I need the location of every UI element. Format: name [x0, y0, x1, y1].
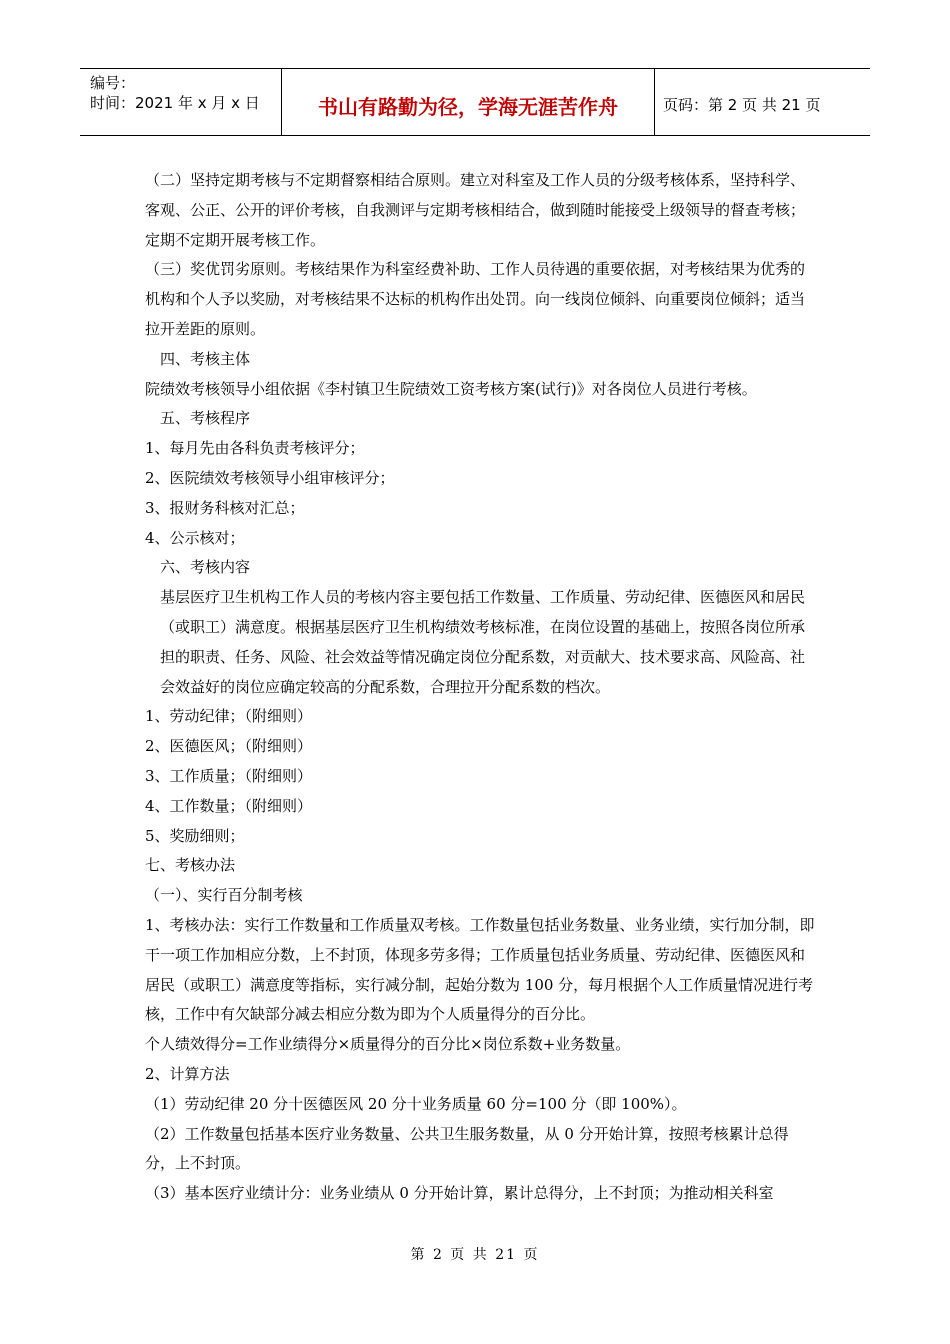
paragraph-method-1: 1、考核办法：实行工作数量和工作质量双考核。工作数量包括业务数量、业务业绩，实行加分制，即干一项工作加相应分数，上不封顶，体现多劳多得；工作质量包括业务质量、劳动纪律、医德医风和居民（或职工）满意度等指标，实行减分制，起始分数为 100 分，每月根据个人工作质量情况进行考核，工作中有欠缺部分减去相应分数为即为个人质量得分的百分比。 [145, 915, 815, 1024]
paragraph-assessment-content: 基层医疗卫生机构工作人员的考核内容主要包括工作数量、工作质量、劳动纪律、医德医风和居民（或职工）满意度。根据基层医疗卫生机构绩效考核标准，在岗位设置的基础上，按照各岗位所承担的职责、任务、风险、社会效益等情况确定岗位分配系数，对贡献大、技术要求高、风险高、社会效益好的岗位应确定较高的分配系数，合理拉开分配系数的档次。 [160, 588, 806, 696]
section-heading-4: 四、考核主体 [160, 349, 251, 368]
page-header [80, 68, 870, 136]
list-item-content-1: 1、劳动纪律；（附细则） [145, 707, 313, 726]
list-item-procedure-1: 1、每月先由各科负责考核评分； [145, 439, 365, 458]
document-body [145, 166, 817, 1209]
section-heading-5: 五、考核程序 [160, 409, 251, 428]
list-item-content-4: 4、工作数量；（附细则） [145, 796, 313, 815]
list-item-content-3: 3、工作质量；（附细则） [145, 766, 313, 785]
document-time-label: 时间：2021 年 x 月 x 日 [90, 94, 260, 112]
section-heading-7: 七、考核办法 [145, 856, 236, 875]
header-page-info: 页码：第 2 页 共 21 页 [663, 95, 821, 114]
paragraph-formula: 个人绩效得分=工作业绩得分×质量得分的百分比×岗位系数+业务数量。 [145, 1035, 631, 1054]
list-item-procedure-3: 3、报财务科核对汇总； [145, 498, 305, 517]
paragraph-assessment-subject: 院绩效考核领导小组依据《李村镇卫生院绩效工资考核方案(试行)》对各岗位人员进行考核。 [145, 379, 757, 398]
paragraph-principle-3: （三）奖优罚劣原则。考核结果作为科室经费补助、工作人员待遇的重要依据，对考核结果为优秀的机构和个人予以奖励，对考核结果不达标的机构作出处罚。向一线岗位倾斜、向重要岗位倾斜；适当拉开差距的原则。 [145, 260, 806, 338]
paragraph-calculation-3: （3）基本医疗业绩计分：业务业绩从 0 分开始计算，累计总得分，上不封顶；为推动相关科室 [145, 1184, 774, 1203]
section-heading-6: 六、考核内容 [160, 558, 251, 577]
paragraph-calculation-1: （1）劳动纪律 20 分十医德医风 20 分十业务质量 60 分=100 分（即 100%）。 [145, 1094, 687, 1113]
paragraph-principle-2: （二）坚持定期考核与不定期督察相结合原则。建立对科室及工作人员的分级考核体系，坚持科学、客观、公正、公开的评价考核，自我测评与定期考核相结合，做到随时能接受上级领导的督查考核；定期不定期开展考核工作。 [145, 171, 806, 249]
list-item-content-2: 2、医德医风；（附细则） [145, 737, 313, 756]
document-number-label: 编号： [90, 74, 136, 92]
paragraph-calculation-2: （2）工作数量包括基本医疗业务数量、公共卫生服务数量，从 0 分开始计算，按照考核累计总得分，上不封顶。 [145, 1124, 789, 1173]
list-item-procedure-4: 4、公示核对； [145, 528, 245, 547]
header-meta [80, 69, 282, 135]
list-item-calculation-heading: 2、计算方法 [145, 1064, 230, 1083]
page-footer: 第 2 页 共 21 页 [410, 1247, 540, 1263]
subsection-heading-1: （一）、实行百分制考核 [145, 886, 303, 905]
list-item-procedure-2: 2、医院绩效考核领导小组审核评分； [145, 468, 395, 487]
header-motto: 书山有路勤为径，学海无涯苦作舟 [282, 69, 655, 135]
list-item-content-5: 5、奖励细则； [145, 826, 245, 845]
